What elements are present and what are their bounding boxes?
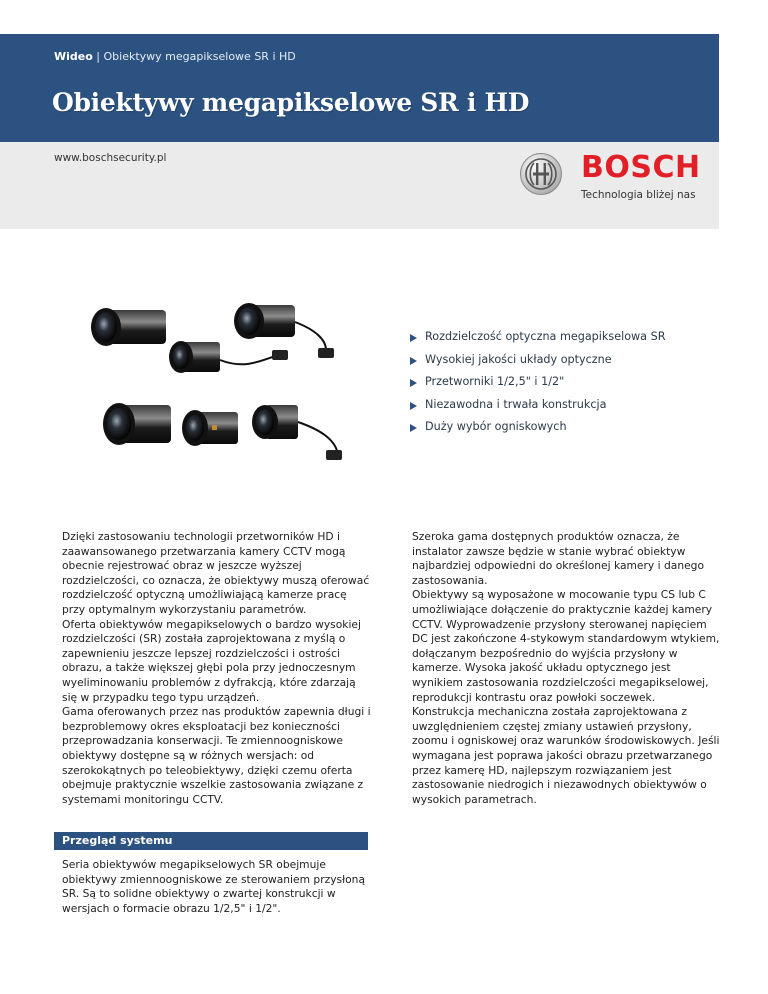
breadcrumb-separator: |: [92, 50, 104, 63]
brand-name: BOSCH: [581, 150, 701, 185]
lens-product-image: [86, 290, 351, 475]
bosch-armature-icon: [520, 153, 562, 195]
paragraph: Gama oferowanych przez nas produktów zapewnia długi i bezproblemowy okres eksploatacji bez konieczności przeprowadzania konserwacji. Te zmiennoogniskowe obiektywy dostępne są w różnych wersjach: od szerokokątnych po teleobiektywy, dzięki czemu oferta obejmuje praktycznie wszelkie zastosowania związane z systemami monitoringu CCTV.: [62, 705, 371, 806]
breadcrumb-page: Obiektywy megapikselowe SR i HD: [103, 50, 296, 63]
paragraph: Konstrukcja mechaniczna została zaprojektowana z uwzględnieniem częstej zmiany ustawień przysłony, zoomu i ogniskowej oraz warunków środowiskowych. Jeśli wymagana jest poprawa jakości obrazu przetwarzanego przez kamerę HD, najlepszym rozwiązaniem jest zastosowanie niedrogich i niezawodnych obiektywów o wysokich parametrach.: [412, 705, 720, 806]
overview-text: [62, 858, 372, 916]
feature-item: Niezawodna i trwała konstrukcja: [410, 398, 665, 421]
section-heading-overview: Przegląd systemu: [54, 832, 368, 850]
feature-item: Wysokiej jakości układy optyczne: [410, 353, 665, 376]
paragraph: Obiektywy są wyposażone w mocowanie typu CS lub C umożliwiające dołączenie do praktycznie każdej kamery CCTV. Wyprowadzenie przysłony sterowanej napięciem DC jest zakończone 4-stykowym standardowym wtykiem, dołączanym bezpośrednio do wyjścia przysłony w kamerze. Wysoka jakość układu optycznego jest wynikiem zastosowania rozdzielczości megapikselowej, reprodukcji kontrastu oraz powłoki soczewek.: [412, 588, 720, 704]
feature-item: Rozdzielczość optyczna megapikselowa SR: [410, 330, 665, 353]
paragraph: Oferta obiektywów megapikselowych o bardzo wysokiej rozdzielczości (SR) została zaprojektowana z myślą o zapewnieniu jeszcze lepszej rozdzielczości i ostrości obrazu, a także większej głębi pola przy jednoczesnym wyeliminowaniu problemów z dyfrakcją, które zdarzają się w przypadku tego typu urządzeń.: [62, 617, 361, 704]
brand-tagline: Technologia bliżej nas: [581, 189, 696, 201]
paragraph: Szeroka gama dostępnych produktów oznacza, że instalator zawsze będzie w stanie wybrać obiektyw najbardziej odpowiedni do określonej kamery i danego zastosowania.: [412, 530, 704, 587]
page-title: Obiektywy megapikselowe SR i HD: [52, 88, 530, 117]
intro-column-left: [62, 530, 372, 807]
feature-list: [410, 330, 665, 443]
website-link[interactable]: www.boschsecurity.pl: [54, 152, 167, 164]
breadcrumb-category[interactable]: Wideo: [54, 50, 93, 63]
breadcrumb: [54, 50, 296, 63]
intro-column-right: [412, 530, 724, 807]
paragraph: Seria obiektywów megapikselowych SR obejmuje obiektywy zmiennoogniskowe ze sterowaniem przysłoną SR. Są to solidne obiektywy o zwartej konstrukcji w wersjach o formacie obrazu 1/2,5" i 1/2".: [62, 858, 365, 915]
paragraph: Dzięki zastosowaniu technologii przetworników HD i zaawansowanego przetwarzania kamery CCTV mogą obecnie rejestrować obraz w jeszcze wyższej rozdzielczości, co oznacza, że obiektywy muszą oferować rozdzielczość optyczną umożliwiającą kamerze pracę przy optymalnym wykorzystaniu parametrów.: [62, 530, 370, 616]
feature-item: Przetworniki 1/2,5" i 1/2": [410, 375, 665, 398]
bosch-logo: [520, 150, 710, 210]
feature-item: Duży wybór ogniskowych: [410, 420, 665, 443]
